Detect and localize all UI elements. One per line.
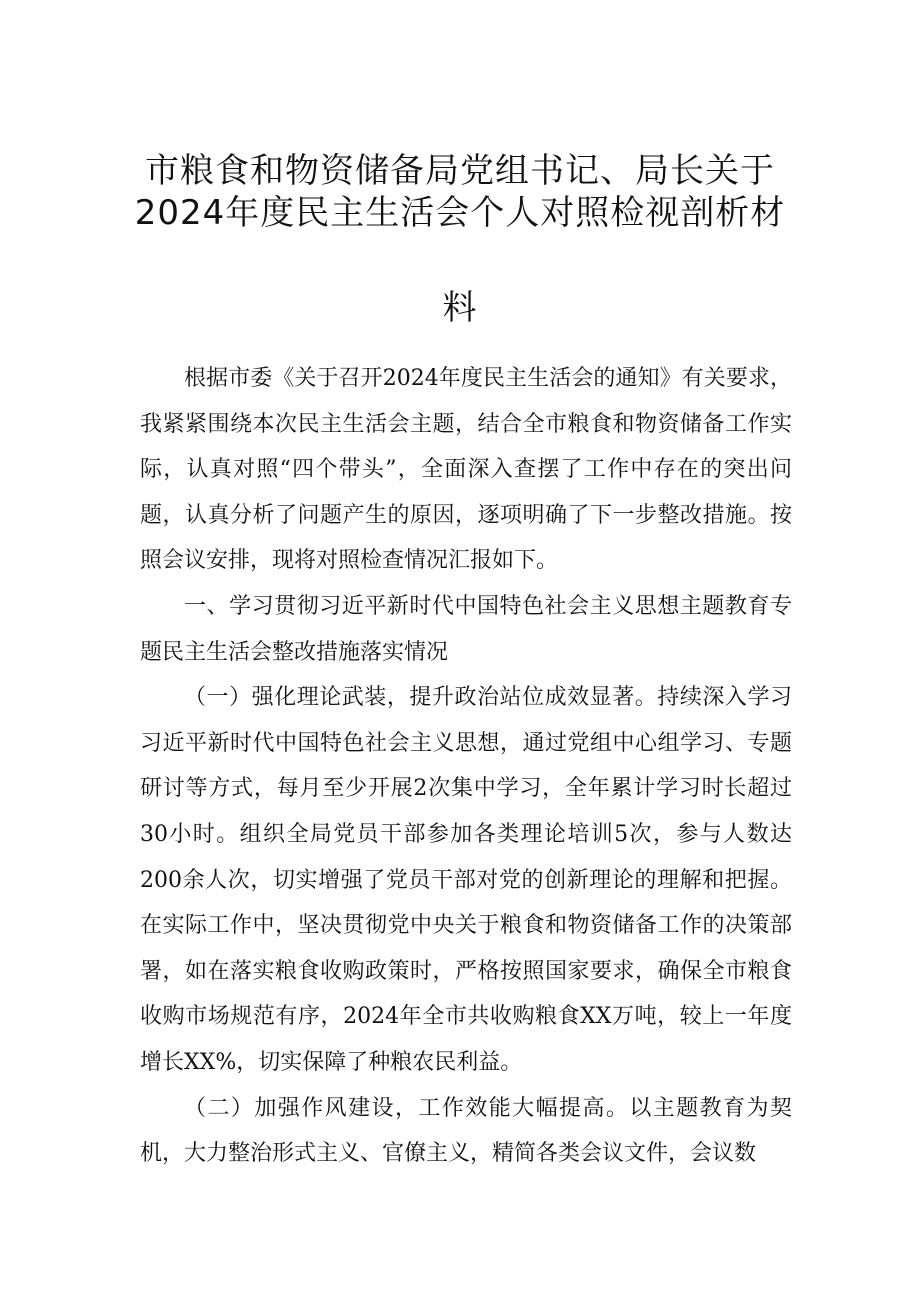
document-title-line-2 bbox=[120, 193, 800, 233]
document-title-line-2-text: 2024年度民主生活会个人对照检视剖析材 bbox=[134, 193, 786, 233]
intro-paragraph: 根据市委《关于召开2024年度民主生活会的通知》有关要求，我紧紧围绕本次民主生活会主题，结合全市粮食和物资储备工作实际，认真对照“四个带头”，全面深入查摆了工作中存在的突出问题，认真分析了问题产生的原因，逐项明确了下一步整改措施。按照会议安排，现将对照检查情况汇报如下。 bbox=[140, 366, 792, 574]
document-title-line-1: 市粮食和物资储备局党组书记、局长关于 bbox=[145, 151, 775, 191]
section-heading-1: 一、学习贯彻习近平新时代中国特色社会主义思想主题教育专题民主生活会整改措施落实情况 bbox=[140, 593, 792, 665]
document-body bbox=[140, 356, 792, 1177]
subsection-paragraph-2: （二）加强作风建设，工作效能大幅提高。以主题教育为契机，大力整治形式主义、官僚主义，精简各类会议文件，会议数 bbox=[140, 1095, 792, 1167]
subsection-paragraph-1: （一）强化理论武装，提升政治站位成效显著。持续深入学习习近平新时代中国特色社会主义思想，通过党组中心组学习、专题研讨等方式，每月至少开展2次集中学习，全年累计学习时长超过30小时。组织全局党员干部参加各类理论培训5次，参与人数达200余人次，切实增强了党员干部对党的创新理论的理解和把握。在实际工作中，坚决贯彻党中央关于粮食和物资储备工作的决策部署，如在落实粮食收购政策时，严格按照国家要求，确保全市粮食收购市场规范有序，2024年全市共收购粮食XX万吨，较上一年度增长XX%，切实保障了种粮农民利益。 bbox=[140, 685, 792, 1075]
document-title-line-3: 料 bbox=[442, 288, 478, 328]
